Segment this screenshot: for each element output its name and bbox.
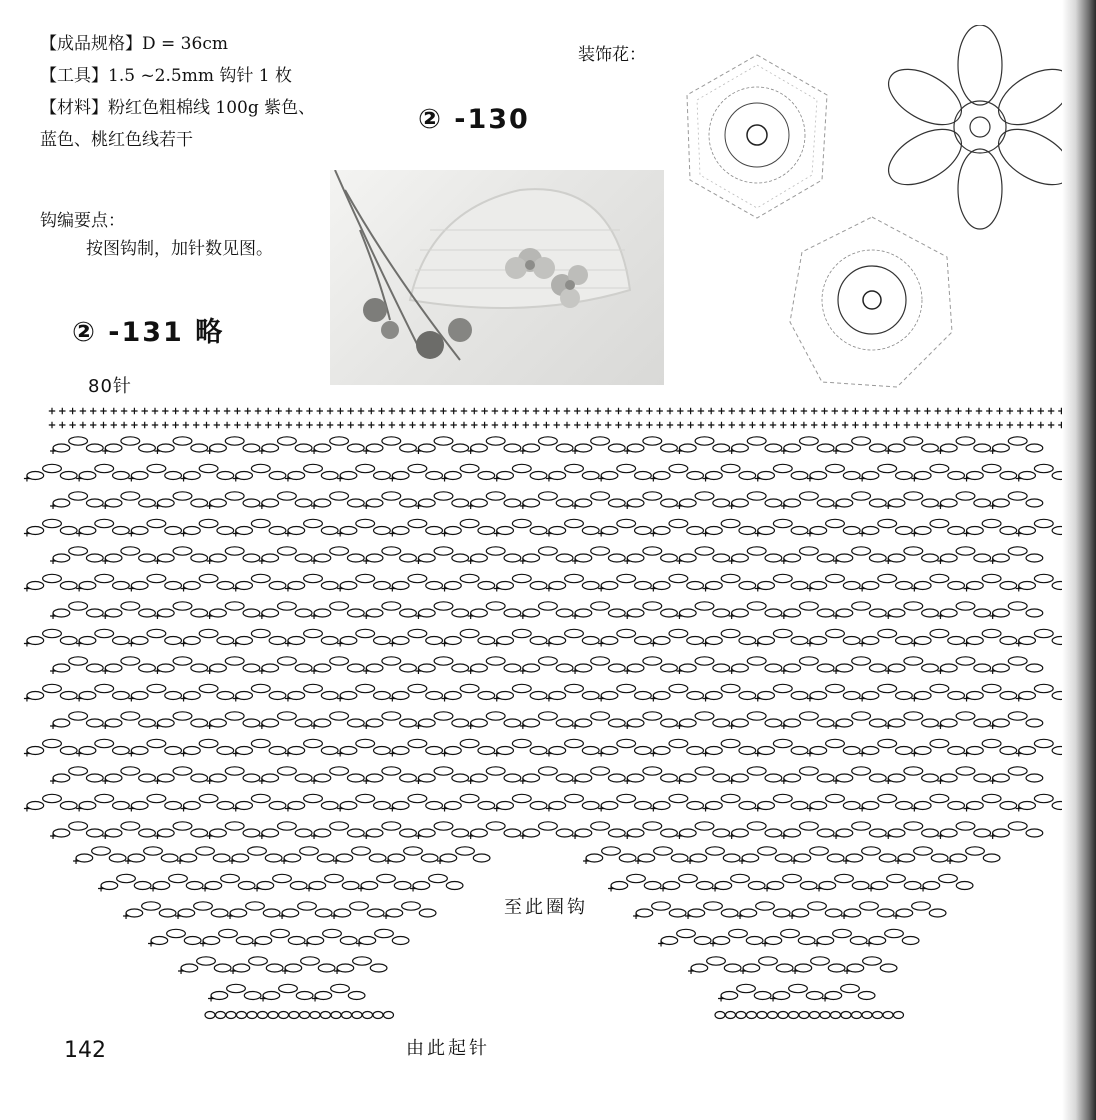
book-spine-shadow (1062, 0, 1096, 1120)
spec-tool-value: 1.5 ~2.5mm 钩针 1 枚 (108, 66, 292, 86)
spec-size-key: 【成品规格】 (40, 34, 142, 54)
decor-flower-label: 装饰花： (578, 45, 646, 65)
tips-text: 按图钩制，加针数见图。 (86, 239, 273, 259)
spec-material-value: 粉红色粗棉线 100g 紫色、 (108, 98, 316, 118)
join-round-label: 至此圈钩 (504, 897, 588, 918)
spec-material-value-2: 蓝色、桃红色线若干 (40, 130, 193, 150)
spec-size-value: D = 36cm (142, 34, 228, 54)
pattern-130-title: ② -130 (418, 104, 530, 135)
page-number: 142 (64, 1038, 106, 1063)
pattern-131-title: ② -131 略 (72, 317, 225, 348)
spec-tool-key: 【工具】 (40, 66, 108, 86)
spec-material-key: 【材料】 (40, 98, 108, 118)
start-here-label: 由此起针 (406, 1038, 490, 1059)
stitch-count-label: 80针 (88, 376, 132, 397)
tips-title: 钩编要点： (40, 211, 125, 231)
stitch-symbols (24, 408, 1075, 1019)
